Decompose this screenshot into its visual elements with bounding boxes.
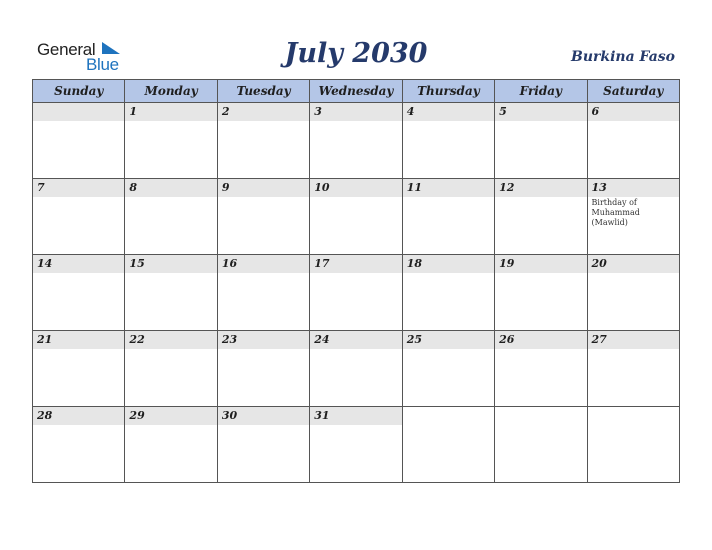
day-cell [217, 407, 309, 483]
day-cell [125, 179, 217, 255]
day-number-bar [33, 103, 124, 121]
day-number: 27 [591, 333, 607, 346]
day-cell [125, 255, 217, 331]
day-number: 24 [314, 333, 330, 346]
day-number-bar [588, 331, 679, 349]
weekday-header: Friday [495, 80, 587, 103]
weekday-header: Sunday [33, 80, 125, 103]
day-number-bar [125, 103, 216, 121]
day-cell [125, 407, 217, 483]
day-number-bar [588, 407, 679, 425]
day-number: 6 [591, 105, 600, 118]
day-cell [495, 179, 587, 255]
day-cell [402, 179, 494, 255]
day-number: 21 [37, 333, 53, 346]
day-number: 23 [221, 333, 238, 346]
week-row [33, 407, 680, 483]
week-row [33, 331, 680, 407]
day-number-bar [495, 103, 586, 121]
day-cell [587, 103, 679, 179]
day-cell [310, 103, 402, 179]
day-cell [402, 331, 494, 407]
day-number-bar [588, 103, 679, 121]
day-number: 12 [499, 181, 515, 194]
day-cell [495, 331, 587, 407]
holiday-event: Birthday of Muhammad (Mawlid) [591, 198, 640, 227]
day-cell [33, 331, 125, 407]
weekday-header: Monday [125, 80, 217, 103]
weekday-header: Thursday [402, 80, 494, 103]
day-number-bar [125, 407, 216, 425]
day-number: 10 [314, 181, 330, 194]
day-cell [310, 255, 402, 331]
day-cell [125, 103, 217, 179]
day-cell [125, 331, 217, 407]
day-number-bar [33, 255, 124, 273]
day-number: 11 [406, 181, 422, 194]
day-number-bar [310, 179, 401, 197]
day-cell [495, 103, 587, 179]
day-cell [217, 255, 309, 331]
day-number: 26 [499, 333, 515, 346]
day-number: 8 [129, 181, 138, 194]
day-number-bar [218, 255, 309, 273]
day-number-bar [218, 179, 309, 197]
day-cell [310, 179, 402, 255]
day-number-bar [33, 407, 124, 425]
day-number: 22 [129, 333, 145, 346]
day-number-bar [403, 179, 494, 197]
day-number: 28 [37, 409, 53, 422]
calendar-title: July 2030 [284, 38, 428, 69]
weekday-header-row [33, 80, 680, 103]
day-cell [310, 331, 402, 407]
day-cell [587, 255, 679, 331]
day-number-bar [125, 331, 216, 349]
day-number-bar [310, 103, 401, 121]
logo-text-blue: Blue [86, 55, 119, 74]
month-calendar [32, 79, 680, 483]
day-number-bar [495, 255, 586, 273]
day-number-bar [403, 103, 494, 121]
week-row [33, 179, 680, 255]
day-number: 17 [314, 257, 330, 270]
logo-text-general: General [37, 40, 96, 59]
weekday-header: Wednesday [310, 80, 402, 103]
day-number-bar [33, 179, 124, 197]
day-number: 14 [37, 257, 53, 270]
empty-day-cell [402, 407, 494, 483]
day-number: 4 [406, 105, 415, 118]
empty-day-cell [495, 407, 587, 483]
day-cell [217, 179, 309, 255]
day-number-bar [588, 179, 679, 197]
day-cell [217, 331, 309, 407]
day-number: 15 [129, 257, 145, 270]
day-number-bar [33, 331, 124, 349]
day-number-bar [310, 331, 401, 349]
day-number: 20 [591, 257, 607, 270]
day-cell [587, 331, 679, 407]
day-cell [33, 179, 125, 255]
day-cell [33, 255, 125, 331]
day-cell [217, 103, 309, 179]
day-number-bar [495, 407, 586, 425]
day-number-bar [403, 407, 494, 425]
country-name: Burkina Faso [571, 49, 675, 65]
day-number-bar [403, 255, 494, 273]
day-number: 19 [499, 257, 515, 270]
day-number: 13 [591, 181, 607, 194]
week-row [33, 255, 680, 331]
day-number-bar [125, 255, 216, 273]
day-number-bar [218, 407, 309, 425]
day-cell [310, 407, 402, 483]
day-number-bar [588, 255, 679, 273]
day-number: 30 [221, 409, 238, 422]
weekday-header: Saturday [587, 80, 679, 103]
weekday-header: Tuesday [217, 80, 309, 103]
day-cell [495, 255, 587, 331]
day-number: 3 [314, 105, 322, 118]
day-number: 2 [221, 105, 230, 118]
day-number-bar [218, 103, 309, 121]
week-row [33, 103, 680, 179]
day-number-bar [495, 179, 586, 197]
day-cell [402, 255, 494, 331]
day-number: 18 [406, 257, 422, 270]
day-number-bar [310, 255, 401, 273]
day-number: 9 [221, 181, 230, 194]
day-number-bar [125, 179, 216, 197]
day-number: 5 [499, 105, 507, 118]
day-number: 7 [37, 181, 45, 194]
day-cell [33, 407, 125, 483]
day-cell [402, 103, 494, 179]
empty-day-cell [587, 407, 679, 483]
day-number-bar [495, 331, 586, 349]
day-cell [587, 179, 679, 255]
day-number-bar [403, 331, 494, 349]
day-number: 1 [129, 105, 138, 118]
day-number: 31 [314, 409, 330, 422]
day-number-bar [310, 407, 401, 425]
day-number: 16 [221, 257, 238, 270]
empty-day-cell [33, 103, 125, 179]
day-number-bar [218, 331, 309, 349]
day-number: 29 [129, 409, 145, 422]
day-number: 25 [406, 333, 422, 346]
